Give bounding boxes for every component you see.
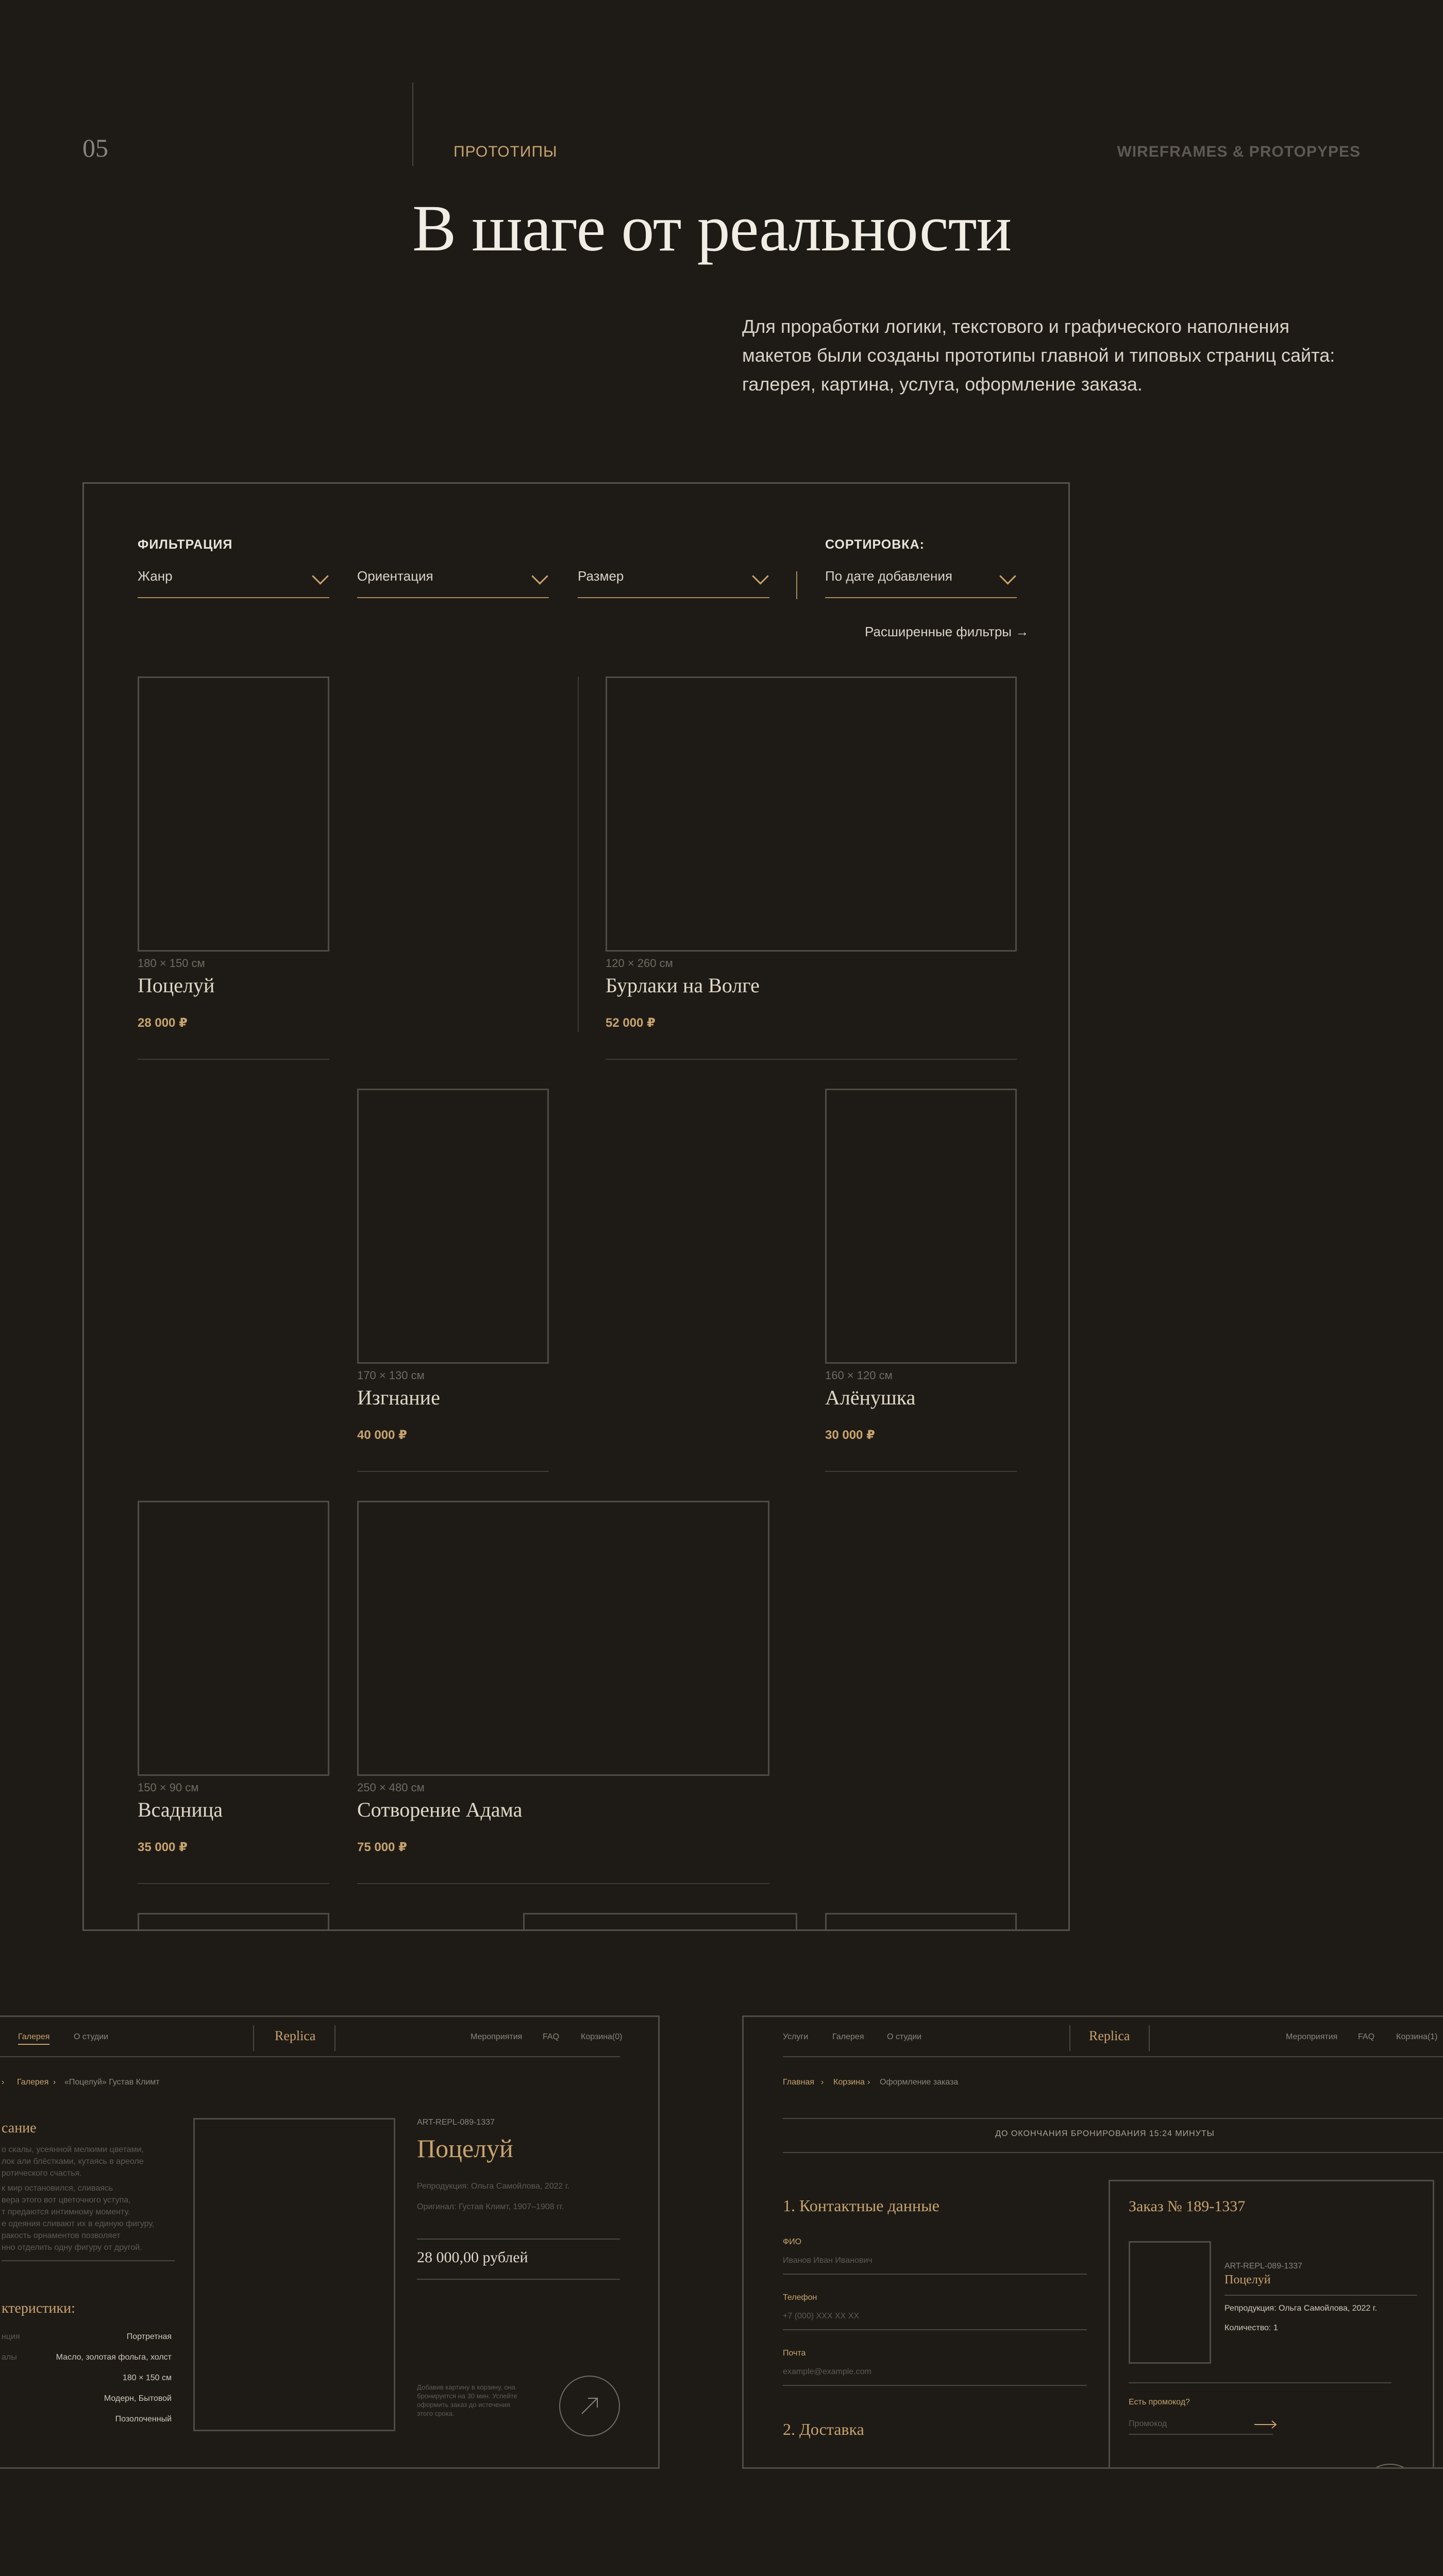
artwork-title[interactable]: Изгнание [357,1386,440,1409]
product-price: 28 000,00 рублей [417,2249,528,2266]
logo-divider [1069,2025,1070,2051]
nav-about-link[interactable]: О студии [74,2032,109,2041]
timer-divider-bottom [783,2152,1443,2153]
section-divider [417,2279,620,2280]
logo-divider [334,2025,335,2051]
logo-divider [253,2025,254,2051]
artwork-size: 180 × 150 см [138,957,205,970]
artwork-image[interactable] [606,676,1017,952]
sort-dropdown[interactable] [825,568,1017,598]
artwork-price: 30 000 ₽ [825,1428,875,1442]
description-text: о скалы, усеянной мелкими цветами, лок али блёстками, кутаясь в ареоле ротического счастья. к мир остановился, сливаясь вера этого вот цветочного уступа, т предаются интимному моменту. е одеяния сливают их в единую фигуру, ракость орнаментов позволяет нно отделить одну фигуру от другой. [2,2145,155,2252]
nav-services-link[interactable]: Услуги [783,2032,809,2041]
product-title: Поцелуй [417,2134,513,2163]
artwork-title[interactable]: Алёнушка [825,1386,916,1409]
header-divider [412,82,413,166]
characteristic-value: Позолоченный [115,2415,172,2424]
sort-label: СОРТИРОВКА: [825,537,925,552]
breadcrumb-gallery[interactable]: Галерея [17,2078,49,2087]
order-summary [1109,2180,1434,2469]
phone-input[interactable]: +7 (000) XXX XX XX [783,2312,1087,2330]
chevron-down-icon [999,568,1016,585]
order-item-quantity: Количество: 1 [1224,2324,1278,2332]
breadcrumb-current: Оформление заказа [880,2078,959,2087]
characteristic-label: нция [2,2332,20,2341]
artwork-image[interactable] [825,1913,1017,1931]
breadcrumb-separator: › [2,2078,5,2087]
artwork-title[interactable]: Всадница [138,1798,223,1821]
product-reproduction: Репродукция: Ольга Самойлова, 2022 г. [417,2182,570,2191]
filter-sort-divider [796,571,797,599]
breadcrumb-separator: › [53,2078,56,2087]
contacts-heading: 1. Контактные данные [783,2196,939,2215]
characteristic-value: Масло, золотая фольга, холст [56,2353,172,2362]
chevron-down-icon [531,568,548,585]
artwork-price: 35 000 ₽ [138,1840,188,1854]
artwork-price: 28 000 ₽ [138,1016,188,1030]
artwork-size: 120 × 260 см [606,957,673,970]
card-divider [357,1883,769,1884]
section-number: 05 [82,133,108,162]
characteristic-label: алы [2,2353,17,2362]
characteristic-value: Модерн, Бытовой [104,2394,172,2403]
section-divider [417,2239,620,2240]
nav-faq-link[interactable]: FAQ [543,2032,560,2041]
orientation-dropdown[interactable] [357,568,549,598]
artwork-image[interactable] [357,1089,549,1364]
nav-divider [0,2056,620,2057]
section-description: Для проработки логики, текстового и графического наполнения макетов были созданы прототипы главной и типовых страниц сайта: галерея, картина, услуга, оформление заказа. [742,316,1335,395]
artwork-title[interactable]: Сотворение Адама [357,1798,523,1821]
characteristics-heading: ктеристики: [2,2300,75,2316]
order-divider [1129,2382,1391,2383]
product-sku: ART-REPL-089-1337 [417,2118,495,2127]
breadcrumb-current: «Поцелуй» Густав Климт [64,2078,160,2087]
nav-faq-link[interactable]: FAQ [1358,2032,1375,2041]
artwork-image[interactable] [357,1501,769,1776]
order-item-reproduction: Репродукция: Ольга Самойлова, 2022 г. [1224,2304,1378,2313]
characteristic-value: Портретная [126,2332,172,2341]
artwork-image[interactable] [523,1913,797,1931]
field-label: ФИО [783,2238,802,2246]
order-title: Заказ № 189-1337 [1129,2198,1246,2215]
breadcrumb-separator: › [821,2078,824,2087]
nav-gallery-link[interactable]: Галерея [18,2032,49,2045]
chevron-down-icon [752,568,769,585]
submit-order-button[interactable] [1360,2464,1420,2469]
artwork-size: 250 × 480 см [357,1781,425,1794]
characteristic-value: 180 × 150 см [122,2374,172,2382]
nav-cart-link[interactable]: Корзина(1) [1396,2032,1438,2041]
card-divider [606,1059,1017,1060]
nav-gallery-link[interactable]: Галерея [832,2032,864,2041]
genre-dropdown-value: Жанр [138,568,173,584]
size-dropdown-value: Размер [578,568,624,584]
product-image [193,2118,395,2431]
breadcrumb-cart[interactable]: Корзина [833,2078,865,2087]
column-divider [578,676,579,1032]
section-divider [2,2260,175,2261]
artwork-title[interactable]: Бурлаки на Волге [606,974,760,997]
email-input[interactable]: example@example.com [783,2367,1087,2386]
description-heading: сание [2,2120,37,2136]
card-divider [138,1883,329,1884]
artwork-price: 40 000 ₽ [357,1428,407,1442]
order-item-sku: ART-REPL-089-1337 [1224,2262,1302,2270]
checkout-page-prototype [742,2015,1443,2469]
order-item-title: Поцелуй [1224,2273,1271,2286]
page-title: В шаге от реальности [412,192,1012,265]
breadcrumb-separator: › [867,2078,870,2087]
card-divider [138,1059,329,1060]
artwork-size: 150 × 90 см [138,1781,199,1794]
section-label: ПРОТОТИПЫ [454,143,558,160]
orientation-dropdown-value: Ориентация [357,568,433,584]
logo-divider [1149,2025,1150,2051]
promo-input[interactable]: Промокод [1129,2419,1273,2435]
breadcrumb-home[interactable]: Главная [783,2078,814,2087]
delivery-heading: 2. Доставка [783,2420,864,2438]
product-page-prototype [0,2015,660,2469]
section-label-en: WIREFRAMES & PROTOPYPES [1117,143,1361,160]
size-dropdown[interactable] [578,568,769,598]
field-label: Почта [783,2349,806,2358]
artwork-size: 170 × 130 см [357,1369,425,1382]
artwork-image[interactable] [138,1501,329,1776]
artwork-price: 52 000 ₽ [606,1016,656,1030]
advanced-filters-link[interactable]: Расширенные фильтры → [865,624,1029,639]
card-divider [357,1471,549,1472]
artwork-image[interactable] [138,676,329,952]
nav-events-link[interactable]: Мероприятия [471,2032,523,2041]
fio-input[interactable]: Иванов Иван Иванович [783,2256,1087,2275]
add-to-cart-button[interactable] [559,2376,620,2436]
chevron-down-icon [312,568,329,585]
order-divider [1224,2295,1417,2296]
card-divider [825,1471,1017,1472]
artwork-size: 160 × 120 см [825,1369,893,1382]
cart-note: Добавив картину в корзину, она бронируется на 30 мин. Успейте оформить заказ до истечения этого срока. [417,2383,517,2417]
promo-label: Есть промокод? [1129,2398,1190,2406]
sort-dropdown-value: По дате добавления [825,568,952,584]
timer-divider-top [783,2118,1443,2119]
artwork-title[interactable]: Поцелуй [138,974,215,997]
logo[interactable]: Replica [1089,2028,1130,2043]
genre-dropdown[interactable] [138,568,329,598]
arrow-right-icon[interactable] [1253,2418,1278,2431]
nav-about-link[interactable]: О студии [887,2032,922,2041]
artwork-image[interactable] [825,1089,1017,1364]
gallery-prototype [82,482,1070,1931]
artwork-price: 75 000 ₽ [357,1840,407,1854]
nav-cart-link[interactable]: Корзина(0) [581,2032,623,2041]
nav-events-link[interactable]: Мероприятия [1286,2032,1338,2041]
artwork-image[interactable] [138,1913,329,1931]
filters-label: ФИЛЬТРАЦИЯ [138,537,233,552]
reservation-timer: ДО ОКОНЧАНИЯ БРОНИРОВАНИЯ 15:24 МИНУТЫ [995,2129,1215,2138]
nav-divider [783,2056,1443,2057]
arrow-up-right-icon [559,2376,620,2436]
logo[interactable]: Replica [275,2028,316,2043]
field-label: Телефон [783,2293,817,2302]
order-item-image [1129,2241,1211,2364]
product-original: Оригинал: Густав Климт, 1907–1908 гг. [417,2202,564,2211]
